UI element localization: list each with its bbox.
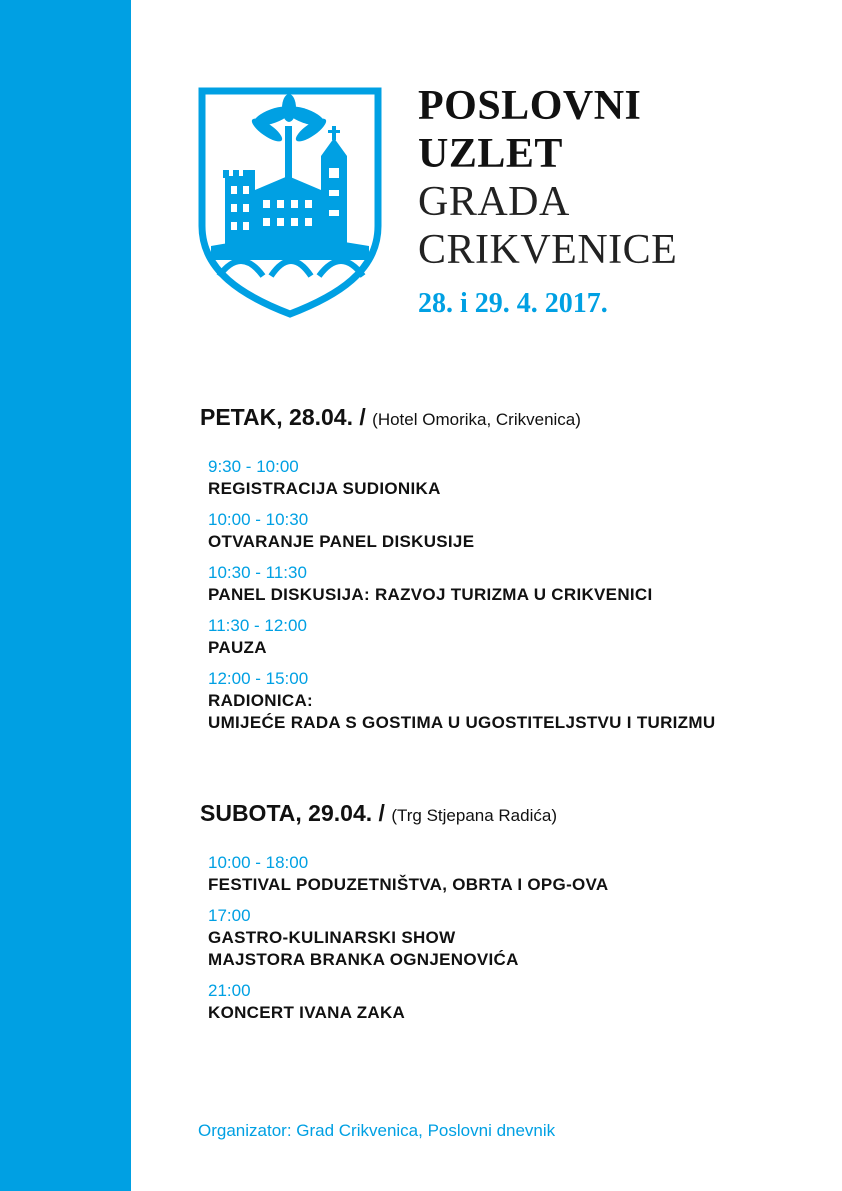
title-line-2: UZLET (418, 131, 563, 177)
event-time: 21:00 (208, 981, 251, 1000)
event-time: 9:30 - 10:00 (208, 457, 299, 476)
event-time: 11:30 - 12:00 (208, 616, 307, 635)
day-venue: (Trg Stjepana Radića) (391, 806, 557, 825)
day-heading-saturday (200, 800, 557, 827)
title-line-1: POSLOVNI (418, 83, 642, 129)
event-title-text-line2: MAJSTORA BRANKA OGNJENOVIĆA (208, 950, 519, 969)
event-date: 28. i 29. 4. 2017. (418, 288, 608, 319)
event-time: 17:00 (208, 906, 251, 925)
events-list-friday (208, 456, 715, 743)
title-line-3: GRADA (418, 179, 570, 225)
organizer-text: Organizator: Grad Crikvenica, Poslovni dnevnik (198, 1121, 556, 1140)
event-time: 12:00 - 15:00 (208, 669, 309, 688)
event-item (208, 980, 609, 1024)
event-item (208, 509, 715, 553)
event-time: 10:00 - 10:30 (208, 510, 309, 529)
event-title-text: PANEL DISKUSIJA: RAZVOJ TURIZMA U CRIKVENICI (208, 585, 653, 604)
event-item (208, 615, 715, 659)
event-item (208, 852, 609, 896)
event-item (208, 456, 715, 500)
blue-sidebar (0, 0, 131, 1191)
day-heading-label: SUBOTA, 29.04. / (200, 800, 385, 826)
event-title-text: PAUZA (208, 638, 267, 657)
city-crest-icon (197, 86, 383, 318)
event-title-text: GASTRO-KULINARSKI SHOW (208, 928, 456, 947)
event-title (418, 82, 677, 320)
event-time: 10:30 - 11:30 (208, 563, 307, 582)
event-title-text: REGISTRACIJA SUDIONIKA (208, 479, 441, 498)
event-time: 10:00 - 18:00 (208, 853, 309, 872)
events-list-saturday (208, 852, 609, 1033)
event-title-text: KONCERT IVANA ZAKA (208, 1003, 406, 1022)
title-line-4: CRIKVENICE (418, 227, 678, 273)
event-item (208, 562, 715, 606)
event-item (208, 905, 609, 971)
event-title-text: OTVARANJE PANEL DISKUSIJE (208, 532, 475, 551)
day-heading-friday (200, 404, 581, 431)
event-title-text-line2: UMIJEĆE RADA S GOSTIMA U UGOSTITELJSTVU I TURIZMU (208, 713, 716, 732)
event-title-text: RADIONICA: (208, 691, 313, 710)
day-heading-label: PETAK, 28.04. / (200, 404, 366, 430)
event-item (208, 668, 715, 734)
day-venue: (Hotel Omorika, Crikvenica) (372, 410, 581, 429)
event-title-text: FESTIVAL PODUZETNIŠTVA, OBRTA I OPG-OVA (208, 875, 609, 894)
